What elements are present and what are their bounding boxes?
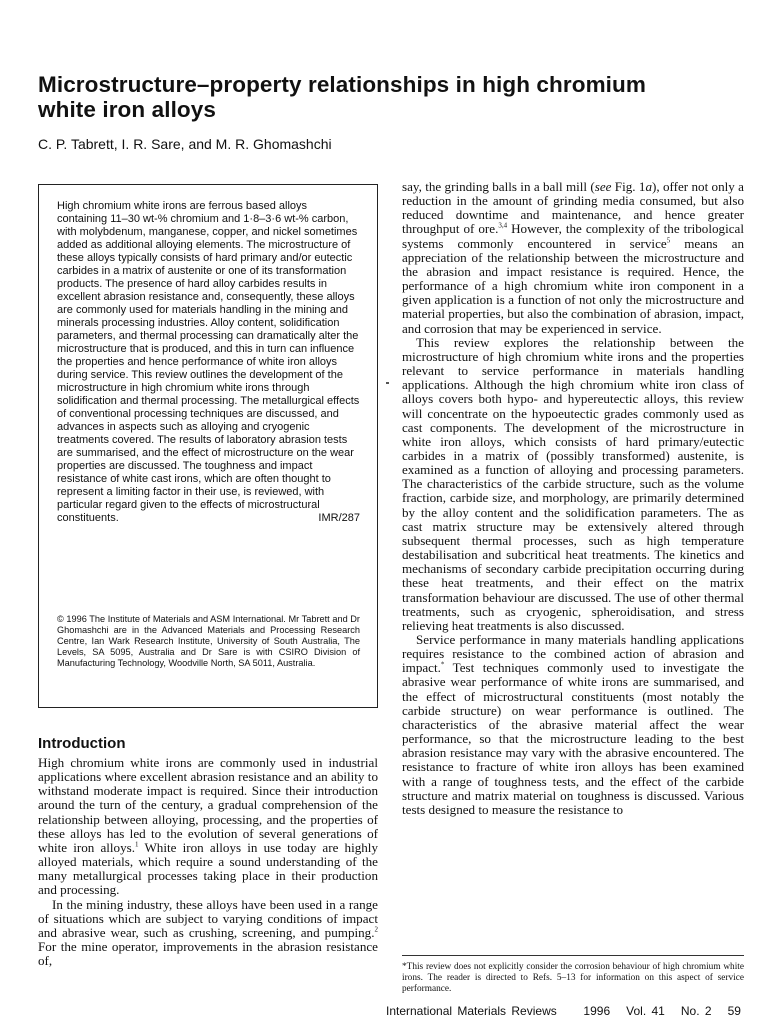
footnote: *This review does not explicitly consider the corrosion behaviour of high chromium white irons. The reader is directed to Refs. 5–13 for information on this aspect of service performance. [402, 962, 744, 994]
abstract-box [38, 184, 378, 708]
footnote-marker: * [440, 660, 445, 669]
body-paragraph-3 [402, 633, 744, 817]
reference-marker: 3,4 [498, 222, 508, 231]
journal-name: International Materials Reviews [386, 1004, 557, 1018]
reference-marker: 5 [666, 236, 671, 245]
intro-p1-text: High chromium white irons are commonly used in industrial applications where excellent abrasion resistance and an ability to withstand moderate impact is required. Since their introduction around the turn of the century, a gradual comprehension of the relationship between alloying, processing, and the properties of these alloys has led to the evolution of several generations of white iron alloys. [38, 755, 378, 855]
footnote-divider [402, 955, 744, 956]
article-code: IMR/287 [318, 512, 360, 524]
page-footer [386, 1004, 744, 1018]
right-column [402, 180, 744, 817]
reference-marker: 2 [374, 925, 378, 934]
intro-paragraph-1 [38, 756, 378, 898]
section-heading-introduction: Introduction [38, 735, 126, 752]
abstract-body: High chromium white irons are ferrous based alloys containing 11–30 wt-% chromium and 1·8–3·6 wt-% carbon, with molybdenum, manganese, copper, and nickel sometimes added as additional alloying elements. The microstructure of these alloys typically consists of hard primary and/or eutectic carbides in a matrix of austenite or one of its transformation products. The presence of hard alloy carbides results in excellent abrasion resistance and, consequently, these alloys are commonly used for materials handling in the mining and minerals processing industries. Alloy content, solidification parameters, and thermal processing can dramatically alter the microstructure that is produced, and this in turn can influence the properties and hence performance of white iron alloys during service. This review outlines the development of the microstructure in high chromium white irons through solidification and thermal processing. The metallurgical effects of conventional processing techniques are discussed, and advances in aspects such as alloying and cryogenic treatments covered. The results of laboratory abrasion tests are summarised, and the effect of microstructure on the wear properties are discussed. The toughness and impact resistance of white cast irons, which are often thought to represent a limiting factor in their use, is reviewed, with particular regard given to the effects of microstructural constituents. [57, 200, 360, 524]
intro-p2-text-cont: For the mine operator, improvements in the abrasion resistance of, [38, 939, 378, 969]
journal-issue: No. 2 [680, 1004, 712, 1018]
author-list: C. P. Tabrett, I. R. Sare, and M. R. Ghomashchi [38, 136, 332, 152]
left-column [38, 756, 378, 968]
p1-text: say, the grinding balls in a ball mill ( [402, 179, 595, 194]
p1-text-cont: means an appreciation of the relationship between the microstructure and the abrasion and impact resistance is required. Hence, the performance of a high chromium white iron component in a given application is a function of not only the microstructure and material properties, but also the combination of abrasion, impact, and corrosion that may be experienced in service. [402, 235, 745, 336]
copyright-note: © 1996 The Institute of Materials and ASM International. Mr Tabrett and Dr Ghomashchi are in the Advanced Materials and Processing Research Centre, Ian Wark Research Institute, University of South Australia, The Levels, SA 5095, Australia and Dr Sare is with CSIRO Division of Manufacturing Technology, Woodville North, SA 5011, Australia. [57, 614, 360, 668]
see-italic: see [594, 179, 612, 194]
journal-volume: Vol. 41 [626, 1004, 665, 1018]
intro-paragraph-2 [38, 898, 378, 969]
body-paragraph-2: This review explores the relationship between the microstructure of high chromium white irons and the properties relevant to service performance in materials handling applications. Although the high chromium white iron class of alloys covers both hypo- and hypereutectic alloys, this review will concentrate on the hypoeutectic grades commonly used as cast components. The development of the microstructure in white iron alloys, which consists of hard primary/eutectic carbides in a matrix of (possibly transformed) austenite, is examined as a function of alloying and processing parameters. The characteristics of the carbide structure, such as the volume fraction, carbide size, and morphology, are primarily determined by the alloy content and the solidification parameters. The as cast matrix structure may be extensively altered through subsequent thermal processes, such as high temperature destabilisation and subcritical heat treatments. The kinetics and mechanisms of secondary carbide precipitation occurring during these heat treatments, and their effect on the matrix transformation behaviour are discussed. The use of other thermal treatments, such as cryogenic, spheroidisation, and stress relieving heat treatments is also discussed. [402, 334, 744, 633]
page-number: 59 [727, 1004, 741, 1018]
journal-year: 1996 [583, 1004, 611, 1018]
margin-mark [386, 382, 389, 384]
p3-text: Service performance in many materials handling applications requires resistance to the combined action of abrasion and impact. [402, 632, 744, 676]
abstract-text [57, 200, 360, 525]
p1-text-cont: ), offer not only a reduction in the amount of grinding media consumed, but also reduced downtime and maintenance, and hence greater throughput of ore. [402, 179, 744, 237]
p1-text-cont: However, the complexity of the tribological systems commonly encountered in service [402, 221, 744, 251]
figure-ref-part: a [645, 179, 652, 194]
article-title: Microstructure–property relationships in high chromium white iron alloys [38, 72, 646, 122]
reference-marker: 1 [135, 840, 139, 849]
figure-ref: Fig. 1 [611, 179, 646, 194]
body-paragraph-1 [402, 180, 744, 336]
p3-text-cont: Test techniques commonly used to investigate the abrasive wear performance of white irons are summarised, and the effect of microstructural constituents (most notably the carbide structure) on wear performance is outlined. The characteristics of the abrasive material affect the wear performance, so that the microstructure leading to the best abrasion resistance may vary with the abrasive encountered. The resistance to fracture of white iron alloys has been examined with a range of toughness tests, and the effect of the carbide structure and matrix material on toughness is discussed. Various tests designed to measure the resistance to [402, 660, 744, 817]
intro-p1-text-cont: White iron alloys in use today are highly alloyed materials, which require a sound understanding of the many metallurgical processes taking place in their production and processing. [38, 839, 378, 898]
intro-p2-text: In the mining industry, these alloys have been used in a range of situations which are subject to varying conditions of impact and abrasive wear, such as crushing, screening, and pumping. [38, 896, 378, 940]
